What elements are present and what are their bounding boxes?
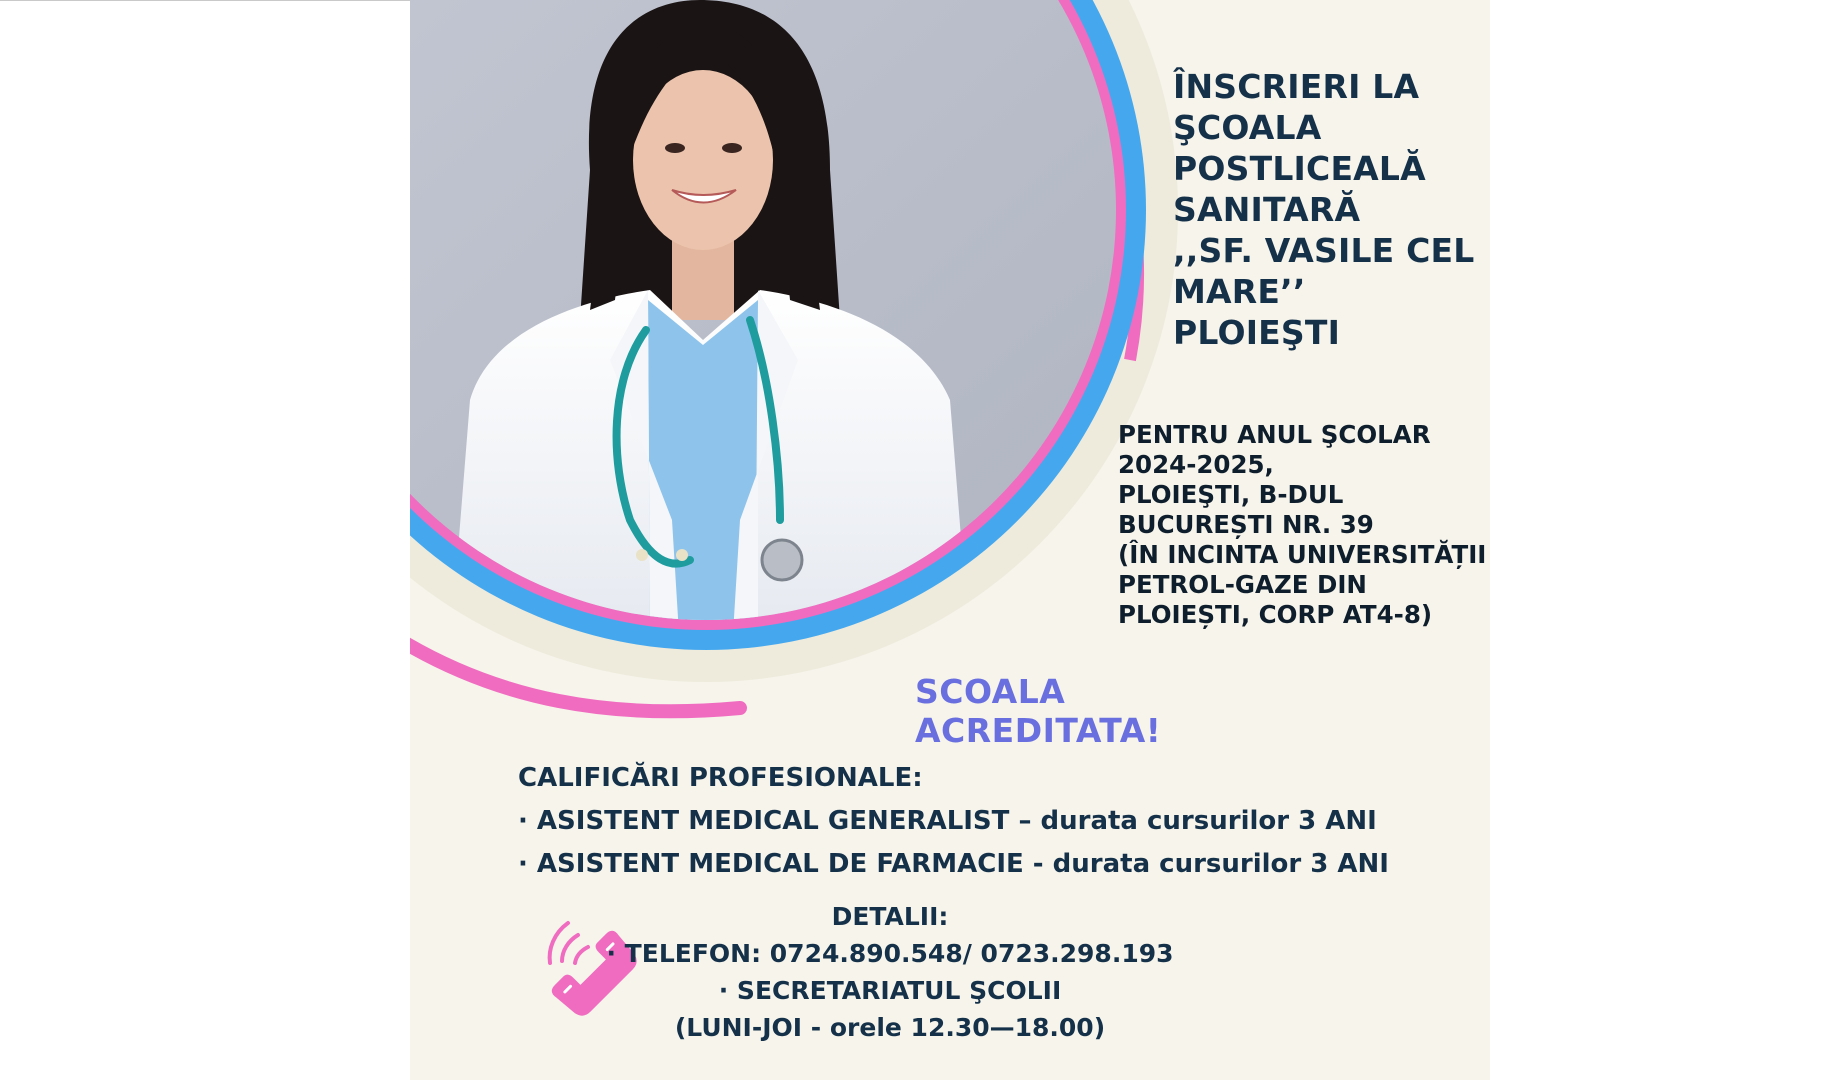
top-divider [0,0,410,1]
doctor-photo [410,0,1210,650]
secretariat: · SECRETARIATUL ŞCOLII [718,976,1062,1005]
qualifications-heading: CALIFICĂRI PROFESIONALE: [518,763,923,793]
details-heading: DETALII: [831,902,949,931]
poster [410,0,1490,1080]
phone-numbers: · TELEFON: 0724.890.548/ 0723.298.193 [606,939,1174,968]
qualification-item: · ASISTENT MEDICAL GENERALIST – durata cursurilor 3 ANI [518,806,1377,836]
qualifications [518,757,1418,886]
office-hours: (LUNI-JOI - orele 12.30—18.00) [674,1013,1106,1042]
headline: ÎNSCRIERI LA ŞCOALA POSTLICEALĂ SANITARĂ ,,SF. VASILE CEL MARE’’ PLOIEŞTI [1173,67,1475,352]
contact-details [600,898,1180,1046]
qualification-item: · ASISTENT MEDICAL DE FARMACIE - durata cursurilor 3 ANI [518,849,1389,879]
address-block: PENTRU ANUL ŞCOLAR 2024-2025, PLOIEŞTI, B-DUL BUCUREȘTI NR. 39 (ÎN INCINTA UNIVERSITĂȚII PETROL-GAZE DIN PLOIEȘTI, CORP AT4-8) [1118,420,1487,629]
accredited-banner: SCOALA ACREDITATA! [915,672,1162,750]
